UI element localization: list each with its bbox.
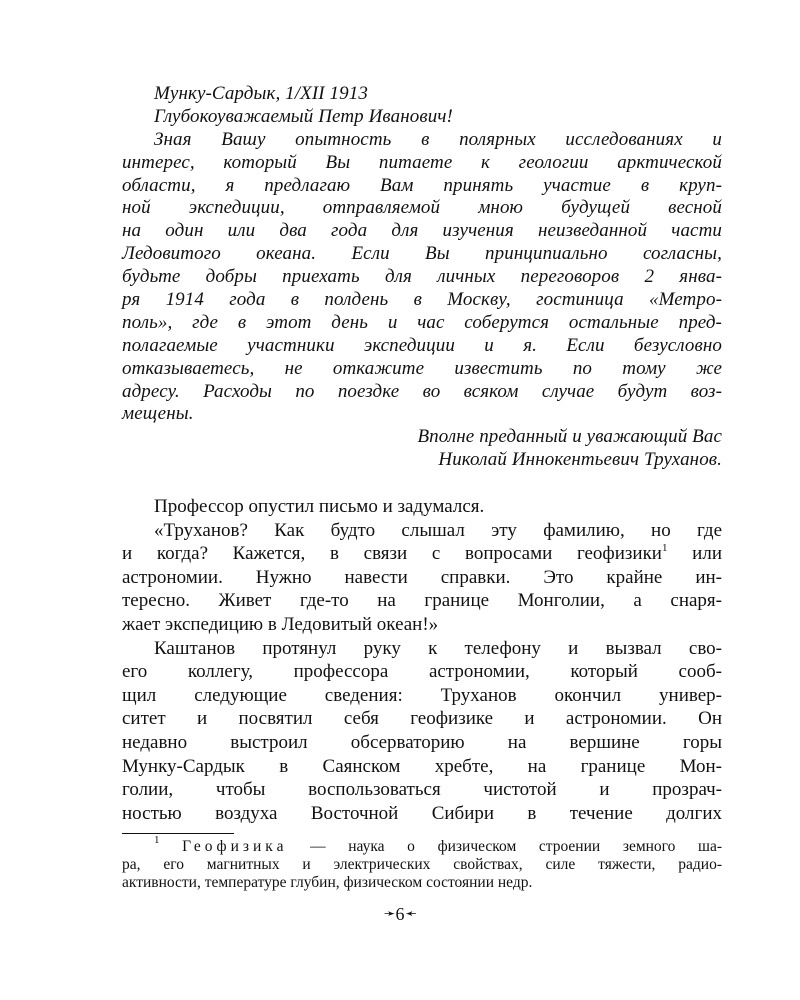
letter-block	[122, 83, 722, 472]
letter-line: будьте добры приехать для личных переговоров 2 янва-	[122, 266, 722, 288]
letter-line: ря 1914 года в полдень в Москву, гостиница «Метро-	[122, 289, 722, 311]
footnote-line-rest: — наука о физическом строении земного ша-	[287, 838, 723, 855]
letter-line: Зная Вашу опытность в полярных исследованиях и	[154, 128, 722, 150]
paragraph-line: Мунку-Сардык в Саянском хребте, на границе Мон-	[122, 755, 722, 777]
letter-closing: Вполне преданный и уважающий Вас	[417, 426, 722, 448]
narrative-block	[122, 495, 722, 825]
letter-salutation: Глубокоуважаемый Петр Иванович!	[154, 105, 453, 127]
footnote-line: ра, его магнитных и электрических свойствах, силе тяжести, радио-	[122, 856, 722, 873]
letter-line: области, я предлагаю Вам принять участие в круп-	[122, 174, 722, 196]
letter-line: поль», где в этот день и час соберутся остальные пред-	[122, 311, 722, 333]
letter-line: на один или два года для изучения неизведанной части	[122, 220, 722, 242]
paragraph-line: Профессор опустил письмо и задумался.	[154, 496, 485, 517]
paragraph-line: астрономии. Нужно навести справки. Это крайне ин-	[122, 566, 722, 588]
letter-place-date: Мунку-Сардык, 1/XII 1913	[154, 83, 368, 104]
footnote-marker: 1	[154, 834, 160, 846]
paragraph-line: ситет и посвятил себя геофизике и астрономии. Он	[122, 708, 722, 730]
letter-signature: Николай Иннокентьевич Труханов.	[438, 449, 722, 471]
letter-line: ной экспедиции, отправляемой мною будущей весной	[122, 197, 722, 219]
ornament-right-icon: ➛	[404, 907, 417, 922]
letter-line: интерес, который Вы питаете к геологии арктической	[122, 151, 722, 173]
footnote-term: Геофизика	[182, 838, 288, 855]
letter-line: Ледовитого океана. Если Вы принципиально согласны,	[122, 243, 722, 265]
paragraph-line-text: и когда? Кажется, в связи с вопросами геофизики	[122, 543, 662, 565]
paragraph-line: щил следующие сведения: Труханов окончил универ-	[122, 684, 722, 706]
footnote-divider	[122, 833, 234, 834]
letter-line: адресу. Расходы по поездке во всяком случае будут воз-	[122, 380, 722, 402]
footnote-line	[122, 834, 723, 856]
paragraph-line	[122, 542, 722, 566]
paragraph-line-tail: или	[667, 543, 722, 565]
page-number-value: 6	[395, 904, 405, 924]
ornament-left-icon: ➛	[383, 907, 396, 922]
footnote	[122, 834, 723, 892]
paragraph-line: «Труханов? Как будто слышал эту фамилию, но где	[154, 519, 722, 541]
paragraph-line: тересно. Живет где-то на границе Монголии, а снаря-	[122, 590, 722, 612]
footnote-line: активности, температуре глубин, физическом состоянии недр.	[122, 874, 533, 891]
paragraph-line: голии, чтобы воспользоваться чистотой и прозрач-	[122, 779, 722, 801]
letter-line: мещены.	[122, 403, 194, 425]
paragraph-line: его коллегу, профессора астрономии, который сооб-	[122, 661, 722, 683]
page-number	[0, 902, 800, 927]
footnote-reference[interactable]: 1	[661, 542, 668, 555]
paragraph-line: недавно выстроил обсерваторию на вершине горы	[122, 731, 722, 753]
letter-line: полагаемые участники экспедиции и я. Если безусловно	[122, 334, 722, 356]
paragraph-line: жает экспедицию в Ледовитый океан!»	[122, 613, 439, 635]
paragraph-line: Каштанов протянул руку к телефону и вызвал сво-	[154, 637, 722, 659]
paragraph-line: ностью воздуха Восточной Сибири в течение долгих	[122, 802, 722, 824]
letter-line: отказываетесь, не откажите известить по тому же	[122, 357, 722, 379]
